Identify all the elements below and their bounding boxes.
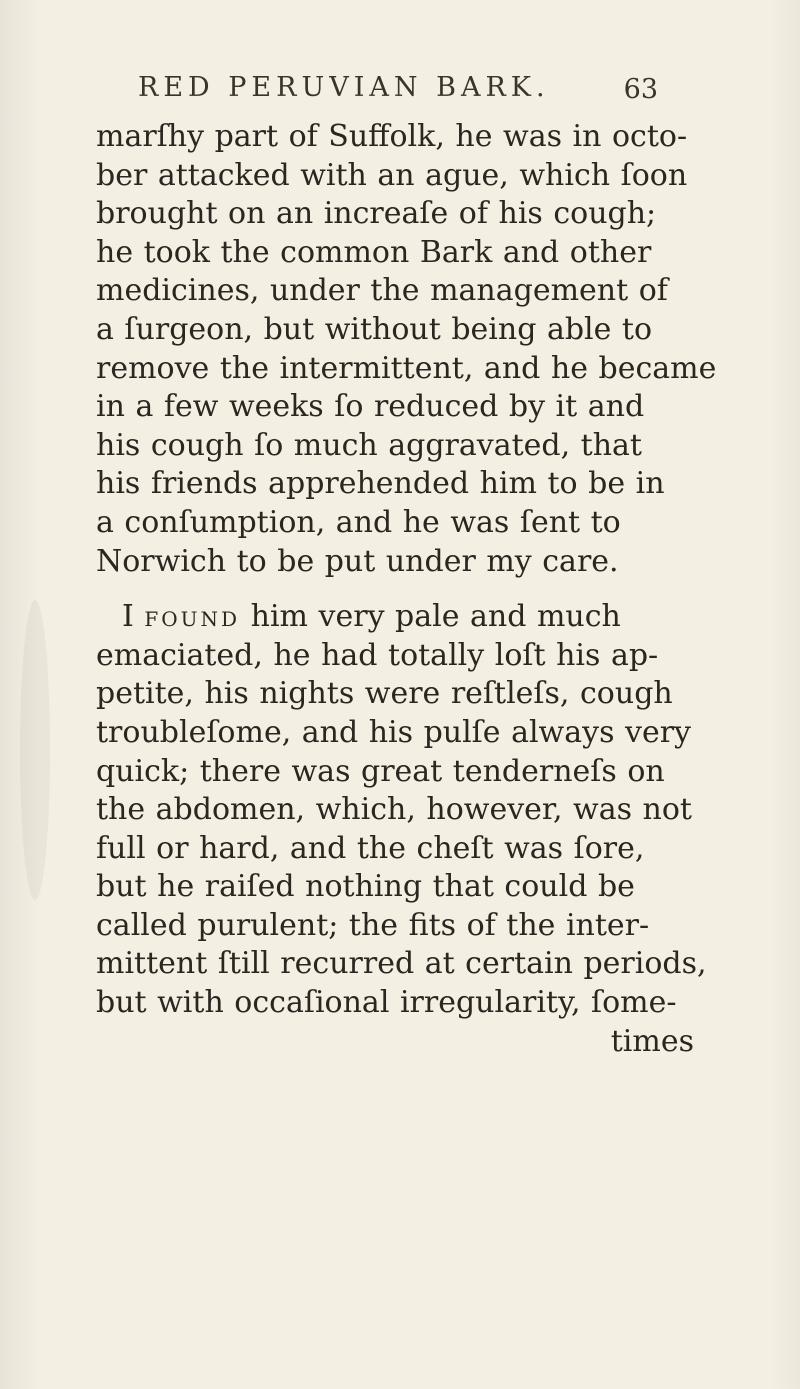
text-line: emaciated, he had totally loſt his ap-	[96, 637, 659, 673]
running-head	[138, 72, 658, 112]
text-line: he took the common Bark and other	[96, 234, 652, 270]
text-line: his cough ſo much aggravated, that	[96, 427, 642, 463]
text-line: but with occaſional irregularity, ſome-	[96, 985, 677, 1021]
paragraph-first-line	[96, 598, 696, 637]
initial-word: I	[122, 599, 134, 635]
text-line: a ſurgeon, but without being able to	[96, 311, 653, 347]
page-number: 63	[623, 74, 658, 105]
small-caps-word: FOUND	[144, 607, 241, 632]
text-line: brought on an increaſe of his cough;	[96, 196, 657, 232]
text-line: a conſumption, and he was ſent to	[96, 504, 621, 540]
text-line: mittent ſtill recurred at certain periods,	[96, 946, 707, 982]
text-line: but he raiſed nothing that could be	[96, 869, 635, 905]
text-line: troubleſome, and his pulſe always very	[96, 714, 691, 750]
first-line-rest: him very pale and much	[250, 599, 621, 635]
text-line: in a few weeks ſo reduced by it and	[96, 389, 645, 425]
catchword: times	[610, 1023, 694, 1059]
text-line: ber attacked with an ague, which ſoon	[96, 157, 688, 193]
text-line: quick; there was great tenderneſs on	[96, 753, 665, 789]
text-line: marſhy part of Suffolk, he was in octo-	[96, 119, 688, 154]
text-line: Norwich to be put under my care.	[96, 543, 619, 579]
text-line: petite, his nights were reſtleſs, cough	[96, 676, 673, 712]
paper-stain	[20, 600, 50, 900]
text-line: called purulent; the fits of the inter-	[96, 907, 650, 943]
text-line: full or hard, and the cheſt was ſore,	[96, 830, 645, 866]
body-text	[96, 118, 717, 1061]
text-line: medicines, under the management of	[96, 273, 668, 309]
running-head-title: RED PERUVIAN BARK.	[138, 72, 550, 103]
text-line: the abdomen, which, however, was not	[96, 792, 692, 828]
text-line: his friends apprehended him to be in	[96, 466, 665, 502]
text-line: remove the intermittent, and he became	[96, 350, 717, 386]
